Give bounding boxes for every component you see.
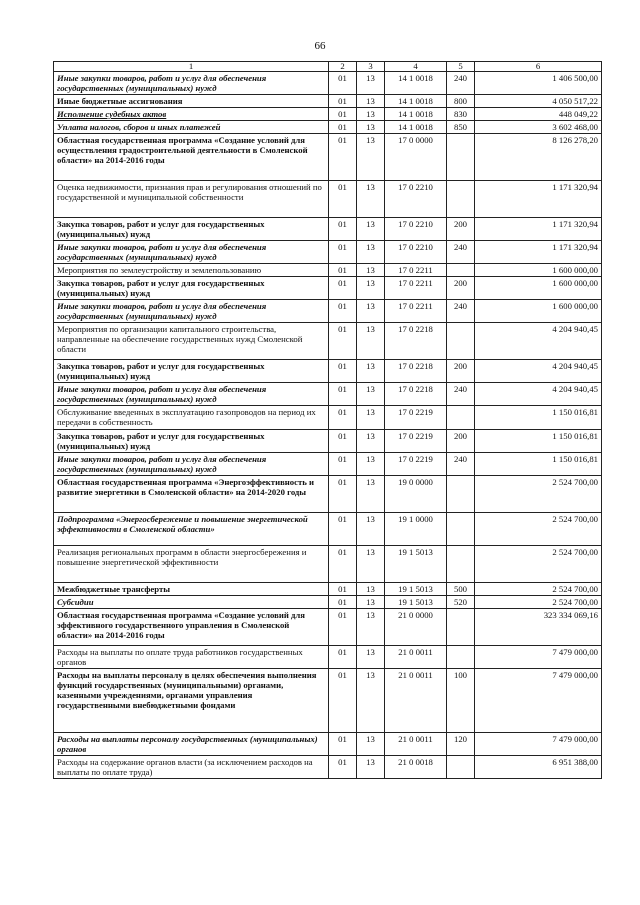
- row-section: 01: [329, 430, 357, 453]
- table-row: [54, 756, 602, 779]
- row-name: Иные бюджетные ассигнования: [54, 95, 329, 108]
- row-amount: 7 479 000,00: [475, 669, 602, 733]
- row-target-article: 17 0 2218: [385, 323, 447, 360]
- row-target-article: 14 1 0018: [385, 108, 447, 121]
- row-name: Закупка товаров, работ и услуг для государственных (муниципальных) нужд: [54, 430, 329, 453]
- row-section: 01: [329, 300, 357, 323]
- row-amount: 1 406 500,00: [475, 72, 602, 95]
- table-row: [54, 513, 602, 546]
- row-amount: 4 204 940,45: [475, 323, 602, 360]
- row-amount: 1 600 000,00: [475, 264, 602, 277]
- row-section: 01: [329, 453, 357, 476]
- header-name: 1: [54, 62, 329, 72]
- row-subsection: 13: [357, 430, 385, 453]
- table-row: [54, 546, 602, 583]
- row-expense-type: 200: [447, 218, 475, 241]
- row-expense-type: 800: [447, 95, 475, 108]
- row-target-article: 14 1 0018: [385, 95, 447, 108]
- row-name: Субсидии: [54, 596, 329, 609]
- row-amount: 1 150 016,81: [475, 430, 602, 453]
- row-section: 01: [329, 733, 357, 756]
- row-name: Расходы на содержание органов власти (за исключением расходов на выплаты по оплате труда): [54, 756, 329, 779]
- row-subsection: 13: [357, 241, 385, 264]
- table-row: [54, 669, 602, 733]
- table-body: [54, 72, 602, 779]
- row-expense-type: 500: [447, 583, 475, 596]
- row-expense-type: 200: [447, 277, 475, 300]
- table-row: [54, 360, 602, 383]
- table-row: [54, 453, 602, 476]
- row-subsection: 13: [357, 406, 385, 430]
- row-name: Оценка недвижимости, признания прав и регулирования отношений по государственной и муниципальной собственности: [54, 181, 329, 218]
- row-expense-type: [447, 546, 475, 583]
- row-expense-type: [447, 609, 475, 646]
- table-row: [54, 476, 602, 513]
- row-subsection: 13: [357, 218, 385, 241]
- row-target-article: 17 0 2210: [385, 218, 447, 241]
- row-section: 01: [329, 596, 357, 609]
- row-name: Реализация региональных программ в области энергосбережения и повышение энергетической эффективности: [54, 546, 329, 583]
- row-amount: 1 171 320,94: [475, 181, 602, 218]
- row-target-article: 17 0 2219: [385, 406, 447, 430]
- table-row: [54, 264, 602, 277]
- row-expense-type: 520: [447, 596, 475, 609]
- row-amount: 2 524 700,00: [475, 583, 602, 596]
- row-amount: 1 600 000,00: [475, 277, 602, 300]
- row-section: 01: [329, 406, 357, 430]
- table-row: [54, 383, 602, 406]
- row-name: Иные закупки товаров, работ и услуг для обеспечения государственных (муниципальных) нужд: [54, 383, 329, 406]
- row-target-article: 14 1 0018: [385, 121, 447, 134]
- table-row: [54, 108, 602, 121]
- row-target-article: 19 0 0000: [385, 476, 447, 513]
- header-row: [54, 62, 602, 72]
- row-target-article: 21 0 0000: [385, 609, 447, 646]
- row-subsection: 13: [357, 453, 385, 476]
- row-subsection: 13: [357, 121, 385, 134]
- row-expense-type: 120: [447, 733, 475, 756]
- row-subsection: 13: [357, 264, 385, 277]
- row-section: 01: [329, 277, 357, 300]
- row-section: 01: [329, 323, 357, 360]
- row-target-article: 17 0 2219: [385, 430, 447, 453]
- row-name: Подпрограмма «Энергосбережение и повышение энергетической эффективности в Смоленской области»: [54, 513, 329, 546]
- row-section: 01: [329, 669, 357, 733]
- row-target-article: 17 0 2210: [385, 181, 447, 218]
- table-row: [54, 121, 602, 134]
- row-name: Мероприятия по землеустройству и землепользованию: [54, 264, 329, 277]
- row-section: 01: [329, 181, 357, 218]
- row-name: Расходы на выплаты по оплате труда работников государственных органов: [54, 646, 329, 669]
- row-subsection: 13: [357, 546, 385, 583]
- row-amount: 8 126 278,20: [475, 134, 602, 181]
- row-name: Расходы на выплаты персоналу в целях обеспечения выполнения функций государственных (муниципальными) органами, казенными учреждениями, органами управления государственными внебюджетными фондами: [54, 669, 329, 733]
- row-section: 01: [329, 360, 357, 383]
- row-name: Закупка товаров, работ и услуг для государственных (муниципальных) нужд: [54, 277, 329, 300]
- row-amount: 7 479 000,00: [475, 646, 602, 669]
- row-name: Закупка товаров, работ и услуг для государственных (муниципальных) нужд: [54, 360, 329, 383]
- row-subsection: 13: [357, 646, 385, 669]
- table-row: [54, 218, 602, 241]
- row-expense-type: [447, 406, 475, 430]
- row-subsection: 13: [357, 95, 385, 108]
- row-subsection: 13: [357, 383, 385, 406]
- row-subsection: 13: [357, 300, 385, 323]
- row-subsection: 13: [357, 733, 385, 756]
- page-number: 66: [314, 40, 326, 52]
- row-expense-type: [447, 476, 475, 513]
- row-name: Обслуживание введенных в эксплуатацию газопроводов на период их передачи в собственность: [54, 406, 329, 430]
- table-row: [54, 430, 602, 453]
- row-subsection: 13: [357, 476, 385, 513]
- row-expense-type: [447, 264, 475, 277]
- row-target-article: 17 0 2219: [385, 453, 447, 476]
- row-expense-type: 200: [447, 360, 475, 383]
- row-amount: 1 600 000,00: [475, 300, 602, 323]
- row-subsection: 13: [357, 669, 385, 733]
- row-section: 01: [329, 95, 357, 108]
- row-amount: 2 524 700,00: [475, 513, 602, 546]
- header-subsection: 3: [357, 62, 385, 72]
- row-target-article: 21 0 0011: [385, 669, 447, 733]
- row-name: Иные закупки товаров, работ и услуг для обеспечения государственных (муниципальных) нужд: [54, 300, 329, 323]
- row-name: [54, 108, 329, 121]
- row-amount: 6 951 388,00: [475, 756, 602, 779]
- row-name: Областная государственная программа «Энергоэффективность и развитие энергетики в Смоленской области» на 2014-2020 годы: [54, 476, 329, 513]
- row-amount: 4 204 940,45: [475, 383, 602, 406]
- row-expense-type: 240: [447, 453, 475, 476]
- budget-table: [53, 61, 602, 779]
- row-expense-type: 200: [447, 430, 475, 453]
- row-subsection: 13: [357, 277, 385, 300]
- row-name: Иные закупки товаров, работ и услуг для обеспечения государственных (муниципальных) нужд: [54, 241, 329, 264]
- row-expense-type: [447, 323, 475, 360]
- row-section: 01: [329, 218, 357, 241]
- row-expense-type: [447, 513, 475, 546]
- table-row: [54, 134, 602, 181]
- table-row: [54, 733, 602, 756]
- row-target-article: 17 0 2211: [385, 300, 447, 323]
- row-target-article: 19 1 0000: [385, 513, 447, 546]
- row-expense-type: 240: [447, 72, 475, 95]
- row-amount: 1 150 016,81: [475, 406, 602, 430]
- row-name: Закупка товаров, работ и услуг для государственных (муниципальных) нужд: [54, 218, 329, 241]
- row-name: Межбюджетные трансферты: [54, 583, 329, 596]
- row-subsection: 13: [357, 596, 385, 609]
- row-target-article: 21 0 0018: [385, 756, 447, 779]
- row-target-article: 14 1 0018: [385, 72, 447, 95]
- row-name: Областная государственная программа «Создание условий для эффективного государственного управления в Смоленской области» на 2014-2016 годы: [54, 609, 329, 646]
- row-expense-type: 240: [447, 383, 475, 406]
- row-target-article: 17 0 2210: [385, 241, 447, 264]
- table-row: [54, 95, 602, 108]
- row-amount: 4 050 517,22: [475, 95, 602, 108]
- row-subsection: 13: [357, 323, 385, 360]
- row-amount: 1 171 320,94: [475, 241, 602, 264]
- header-section: 2: [329, 62, 357, 72]
- row-amount: 3 602 468,00: [475, 121, 602, 134]
- row-section: 01: [329, 476, 357, 513]
- row-expense-type: 240: [447, 300, 475, 323]
- table-row: [54, 609, 602, 646]
- row-expense-type: [447, 134, 475, 181]
- row-amount: 2 524 700,00: [475, 546, 602, 583]
- row-expense-type: 100: [447, 669, 475, 733]
- row-target-article: 17 0 2211: [385, 264, 447, 277]
- table-row: [54, 323, 602, 360]
- row-subsection: 13: [357, 609, 385, 646]
- row-amount: 2 524 700,00: [475, 476, 602, 513]
- row-expense-type: 240: [447, 241, 475, 264]
- table-row: [54, 72, 602, 95]
- row-expense-type: [447, 181, 475, 218]
- row-name: Уплата налогов, сборов и иных платежей: [54, 121, 329, 134]
- row-target-article: 17 0 2218: [385, 383, 447, 406]
- row-section: 01: [329, 108, 357, 121]
- row-subsection: 13: [357, 108, 385, 121]
- table-row: [54, 596, 602, 609]
- row-subsection: 13: [357, 134, 385, 181]
- row-section: 01: [329, 241, 357, 264]
- row-target-article: 17 0 0000: [385, 134, 447, 181]
- row-expense-type: 830: [447, 108, 475, 121]
- row-amount: 2 524 700,00: [475, 596, 602, 609]
- row-name: Иные закупки товаров, работ и услуг для обеспечения государственных (муниципальных) нужд: [54, 72, 329, 95]
- row-expense-type: 850: [447, 121, 475, 134]
- row-name: Иные закупки товаров, работ и услуг для обеспечения государственных (муниципальных) нужд: [54, 453, 329, 476]
- row-section: 01: [329, 383, 357, 406]
- row-target-article: 19 1 5013: [385, 583, 447, 596]
- row-subsection: 13: [357, 72, 385, 95]
- row-section: 01: [329, 546, 357, 583]
- row-subsection: 13: [357, 756, 385, 779]
- row-amount: 7 479 000,00: [475, 733, 602, 756]
- row-target-article: 19 1 5013: [385, 596, 447, 609]
- row-section: 01: [329, 134, 357, 181]
- row-section: 01: [329, 609, 357, 646]
- row-subsection: 13: [357, 181, 385, 218]
- table-row: [54, 406, 602, 430]
- row-section: 01: [329, 72, 357, 95]
- header-expense-type: 5: [447, 62, 475, 72]
- row-target-article: 17 0 2211: [385, 277, 447, 300]
- row-subsection: 13: [357, 513, 385, 546]
- table-row: [54, 300, 602, 323]
- row-name-text: Исполнение судебных актов: [57, 109, 167, 119]
- row-section: 01: [329, 646, 357, 669]
- row-name: Областная государственная программа «Создание условий для осуществления градостроительной деятельности в Смоленской области» на 2014-2016 годы: [54, 134, 329, 181]
- row-name: Расходы на выплаты персоналу государственных (муниципальных) органов: [54, 733, 329, 756]
- row-amount: 323 334 069,16: [475, 609, 602, 646]
- row-target-article: 21 0 0011: [385, 646, 447, 669]
- row-expense-type: [447, 646, 475, 669]
- row-amount: 1 150 016,81: [475, 453, 602, 476]
- row-section: 01: [329, 583, 357, 596]
- row-target-article: 19 1 5013: [385, 546, 447, 583]
- row-amount: 1 171 320,94: [475, 218, 602, 241]
- row-subsection: 13: [357, 360, 385, 383]
- row-amount: 4 204 940,45: [475, 360, 602, 383]
- row-expense-type: [447, 756, 475, 779]
- table-row: [54, 241, 602, 264]
- table-row: [54, 277, 602, 300]
- header-target-article: 4: [385, 62, 447, 72]
- row-section: 01: [329, 121, 357, 134]
- row-section: 01: [329, 264, 357, 277]
- row-name: Мероприятия по организации капитального строительства, направленные на обеспечение государственных нужд Смоленской области: [54, 323, 329, 360]
- row-target-article: 17 0 2218: [385, 360, 447, 383]
- row-section: 01: [329, 756, 357, 779]
- header-amount: 6: [475, 62, 602, 72]
- row-section: 01: [329, 513, 357, 546]
- table-row: [54, 646, 602, 669]
- table-row: [54, 181, 602, 218]
- table-row: [54, 583, 602, 596]
- row-amount: 448 049,22: [475, 108, 602, 121]
- row-subsection: 13: [357, 583, 385, 596]
- row-target-article: 21 0 0011: [385, 733, 447, 756]
